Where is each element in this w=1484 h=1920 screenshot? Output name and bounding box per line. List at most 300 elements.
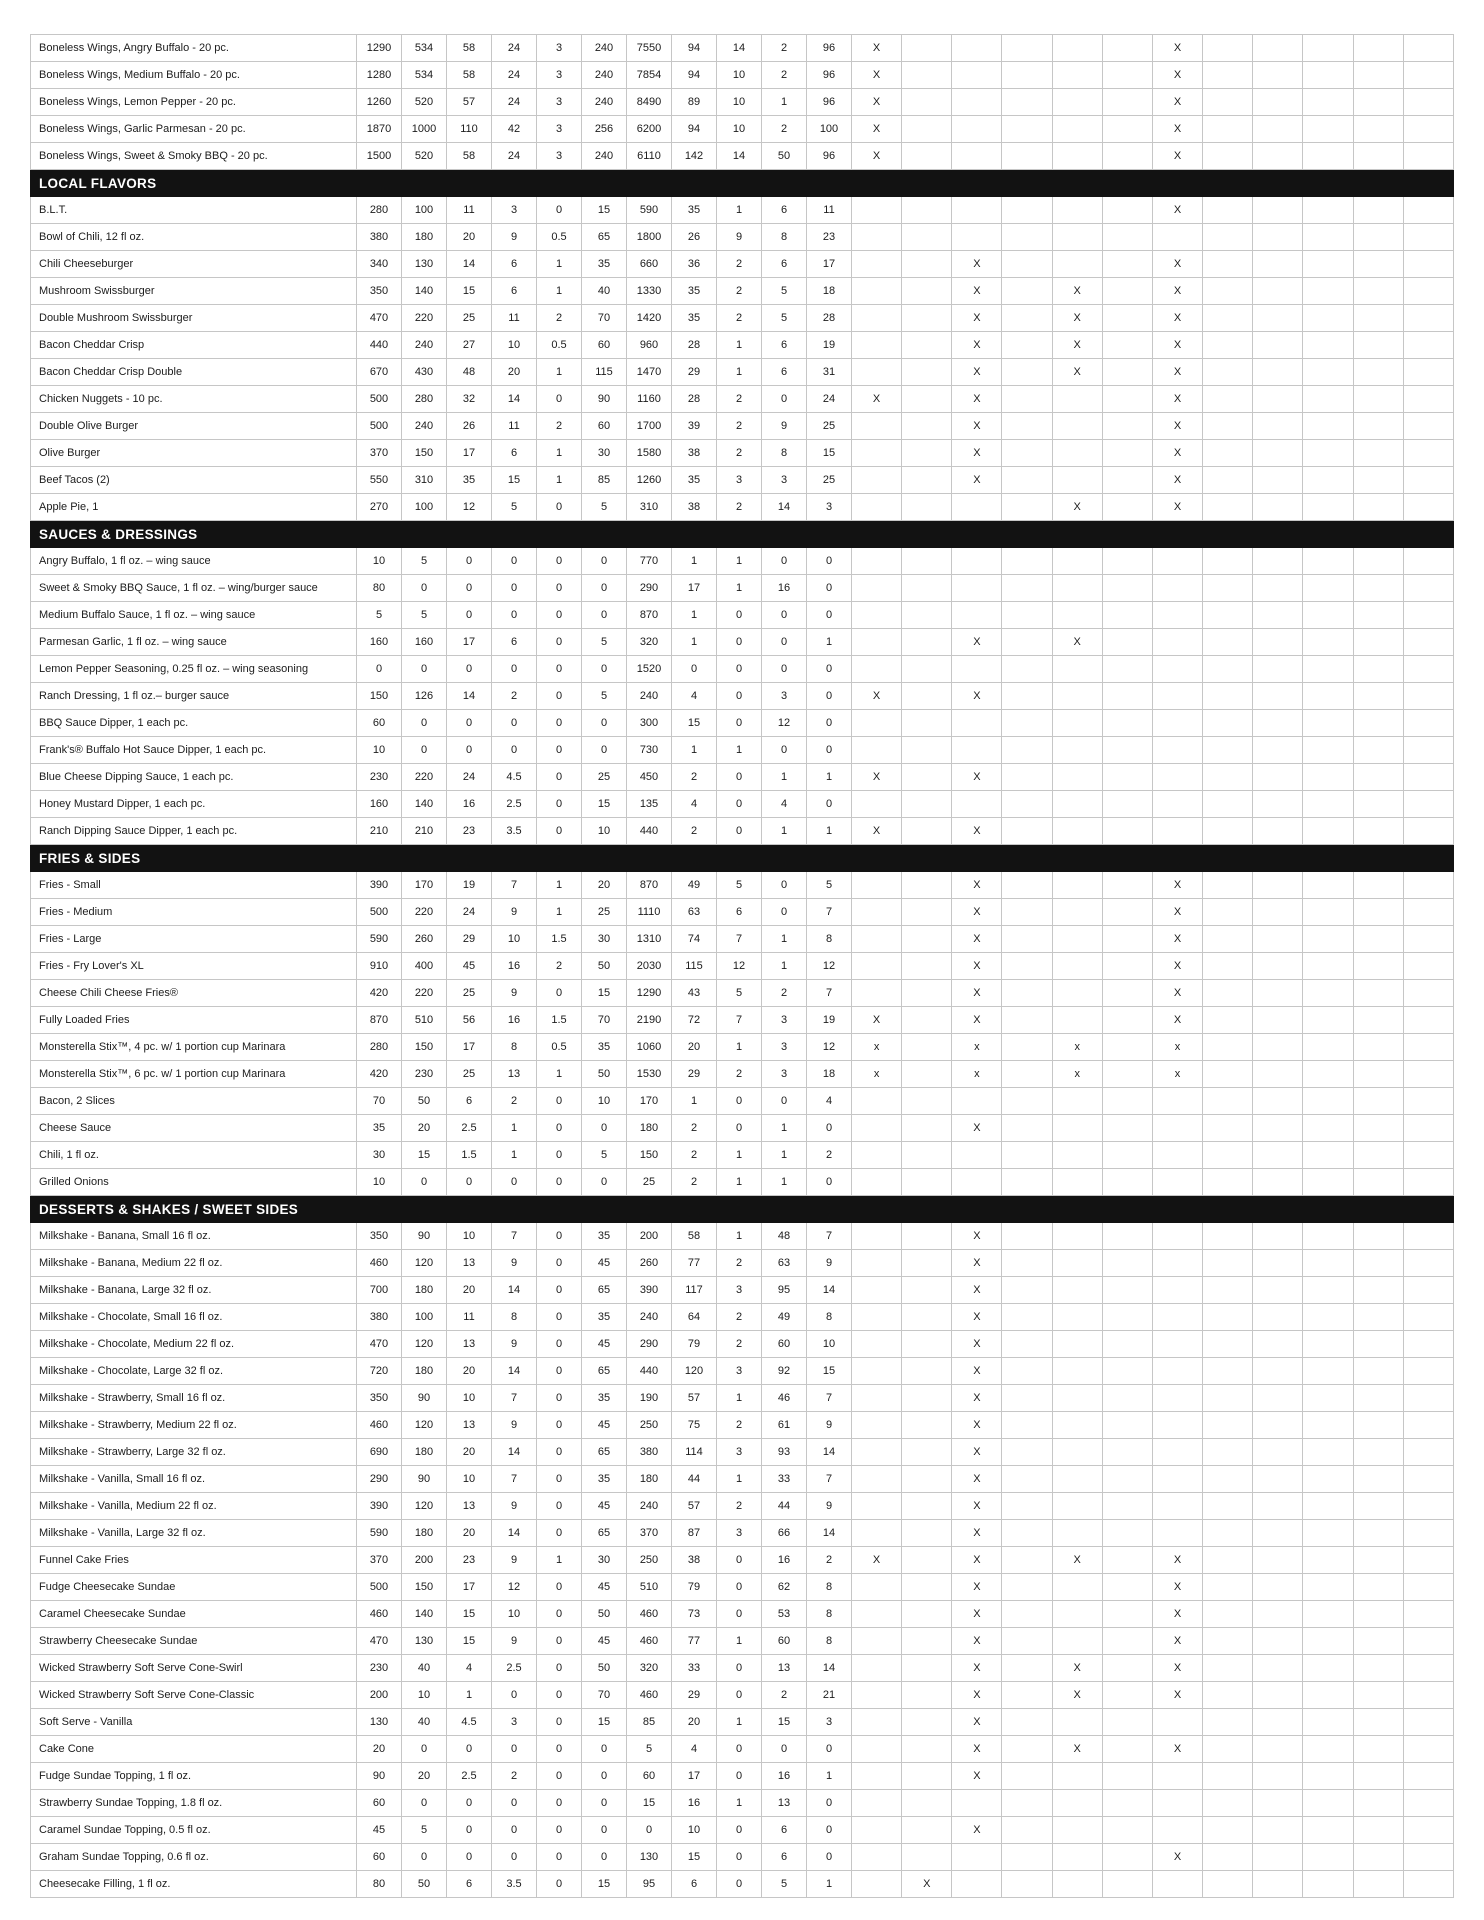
allergen-cell-empty xyxy=(1052,413,1102,440)
nutrition-value: 7 xyxy=(807,1385,852,1412)
nutrition-value: 4.5 xyxy=(492,764,537,791)
nutrition-value: 5 xyxy=(402,1817,447,1844)
nutrition-value: 770 xyxy=(627,548,672,575)
nutrition-value: 0 xyxy=(537,1871,582,1898)
nutrition-value: 85 xyxy=(582,467,627,494)
table-row xyxy=(31,1682,1454,1709)
nutrition-value: 0 xyxy=(537,1412,582,1439)
nutrition-value: 1 xyxy=(672,548,717,575)
allergen-mark: X xyxy=(952,1250,1002,1277)
nutrition-value: 200 xyxy=(402,1547,447,1574)
allergen-cell-empty xyxy=(1203,1304,1253,1331)
allergen-cell-empty xyxy=(1203,1385,1253,1412)
nutrition-value: 1 xyxy=(807,1763,852,1790)
allergen-cell-empty xyxy=(1102,116,1152,143)
nutrition-value: 0 xyxy=(582,602,627,629)
allergen-cell-empty xyxy=(852,1250,902,1277)
nutrition-value: 230 xyxy=(402,1061,447,1088)
item-name: Milkshake - Strawberry, Large 32 fl oz. xyxy=(31,1439,357,1466)
nutrition-value: 130 xyxy=(402,1628,447,1655)
nutrition-value: 590 xyxy=(627,197,672,224)
nutrition-value: 19 xyxy=(447,872,492,899)
allergen-mark: x xyxy=(852,1061,902,1088)
allergen-cell-empty xyxy=(852,224,902,251)
nutrition-value: 0 xyxy=(807,1169,852,1196)
nutrition-value: 9 xyxy=(492,1628,537,1655)
nutrition-value: 50 xyxy=(402,1088,447,1115)
nutrition-value: 48 xyxy=(447,359,492,386)
nutrition-value: 370 xyxy=(357,1547,402,1574)
nutrition-value: 290 xyxy=(627,1331,672,1358)
nutrition-value: 24 xyxy=(492,62,537,89)
allergen-cell-empty xyxy=(902,278,952,305)
allergen-mark: X xyxy=(1052,494,1102,521)
nutrition-value: 2 xyxy=(762,116,807,143)
allergen-cell-empty xyxy=(1002,197,1052,224)
allergen-mark: X xyxy=(952,1682,1002,1709)
allergen-cell-empty xyxy=(1303,467,1353,494)
nutrition-value: 1 xyxy=(717,548,762,575)
table-row xyxy=(31,656,1454,683)
allergen-cell-empty xyxy=(902,602,952,629)
nutrition-value: 0 xyxy=(492,602,537,629)
nutrition-value: 0 xyxy=(447,1844,492,1871)
item-name: Milkshake - Vanilla, Small 16 fl oz. xyxy=(31,1466,357,1493)
allergen-cell-empty xyxy=(1253,1628,1303,1655)
nutrition-value: 3 xyxy=(537,89,582,116)
nutrition-value: 520 xyxy=(402,143,447,170)
allergen-cell-empty xyxy=(1002,683,1052,710)
allergen-cell-empty xyxy=(1152,1115,1202,1142)
allergen-cell-empty xyxy=(902,1358,952,1385)
allergen-mark: X xyxy=(952,683,1002,710)
nutrition-value: 0 xyxy=(537,1817,582,1844)
nutrition-value: 35 xyxy=(582,251,627,278)
nutrition-table xyxy=(30,34,1454,1898)
nutrition-value: 1 xyxy=(537,278,582,305)
nutrition-value: 6 xyxy=(447,1871,492,1898)
allergen-cell-empty xyxy=(1102,1871,1152,1898)
allergen-cell-empty xyxy=(1303,926,1353,953)
nutrition-value: 50 xyxy=(582,1655,627,1682)
allergen-mark: X xyxy=(1052,332,1102,359)
nutrition-value: 1 xyxy=(492,1142,537,1169)
allergen-cell-empty xyxy=(1303,1439,1353,1466)
nutrition-value: 4 xyxy=(672,683,717,710)
allergen-mark: X xyxy=(1152,467,1202,494)
nutrition-value: 0 xyxy=(537,1628,582,1655)
allergen-cell-empty xyxy=(1203,278,1253,305)
allergen-cell-empty xyxy=(1253,89,1303,116)
nutrition-value: 15 xyxy=(582,791,627,818)
nutrition-value: 150 xyxy=(402,1034,447,1061)
allergen-cell-empty xyxy=(1002,1655,1052,1682)
nutrition-value: 1 xyxy=(717,1466,762,1493)
nutrition-value: 9 xyxy=(492,980,537,1007)
nutrition-value: 0 xyxy=(717,1682,762,1709)
allergen-mark: X xyxy=(952,1601,1002,1628)
nutrition-value: 38 xyxy=(672,440,717,467)
nutrition-value: 0 xyxy=(492,737,537,764)
item-name: Milkshake - Banana, Large 32 fl oz. xyxy=(31,1277,357,1304)
allergen-cell-empty xyxy=(1253,143,1303,170)
allergen-cell-empty xyxy=(1203,35,1253,62)
nutrition-value: 96 xyxy=(807,89,852,116)
allergen-cell-empty xyxy=(852,197,902,224)
nutrition-value: 534 xyxy=(402,35,447,62)
nutrition-value: 16 xyxy=(672,1790,717,1817)
table-row xyxy=(31,764,1454,791)
nutrition-value: 0 xyxy=(537,1520,582,1547)
nutrition-value: 2 xyxy=(717,440,762,467)
allergen-cell-empty xyxy=(1403,1601,1453,1628)
allergen-cell-empty xyxy=(1403,440,1453,467)
allergen-cell-empty xyxy=(1203,1142,1253,1169)
allergen-cell-empty xyxy=(902,413,952,440)
nutrition-value: 2 xyxy=(717,1304,762,1331)
allergen-cell-empty xyxy=(1303,1358,1353,1385)
nutrition-value: 390 xyxy=(627,1277,672,1304)
allergen-cell-empty xyxy=(852,1331,902,1358)
allergen-cell-empty xyxy=(1303,1007,1353,1034)
nutrition-value: 14 xyxy=(717,35,762,62)
allergen-cell-empty xyxy=(1403,1574,1453,1601)
allergen-cell-empty xyxy=(1203,1493,1253,1520)
allergen-cell-empty xyxy=(1253,413,1303,440)
allergen-cell-empty xyxy=(1002,1223,1052,1250)
nutrition-value: 15 xyxy=(807,1358,852,1385)
item-name: Chicken Nuggets - 10 pc. xyxy=(31,386,357,413)
allergen-cell-empty xyxy=(1102,1385,1152,1412)
nutrition-value: 0 xyxy=(717,1088,762,1115)
allergen-cell-empty xyxy=(1203,1790,1253,1817)
nutrition-value: 11 xyxy=(492,305,537,332)
allergen-cell-empty xyxy=(1403,1412,1453,1439)
nutrition-value: 15 xyxy=(447,278,492,305)
table-row xyxy=(31,791,1454,818)
allergen-cell-empty xyxy=(1152,737,1202,764)
nutrition-value: 2 xyxy=(492,683,537,710)
allergen-cell-empty xyxy=(1102,89,1152,116)
nutrition-value: 35 xyxy=(582,1385,627,1412)
allergen-cell-empty xyxy=(1002,116,1052,143)
nutrition-value: 20 xyxy=(447,1520,492,1547)
allergen-mark: X xyxy=(1152,143,1202,170)
nutrition-value: 20 xyxy=(672,1034,717,1061)
nutrition-value: 58 xyxy=(672,1223,717,1250)
allergen-cell-empty xyxy=(1253,602,1303,629)
nutrition-value: 2 xyxy=(717,1331,762,1358)
allergen-cell-empty xyxy=(1002,1169,1052,1196)
allergen-cell-empty xyxy=(1353,1790,1403,1817)
allergen-cell-empty xyxy=(852,1736,902,1763)
nutrition-value: 0 xyxy=(537,1169,582,1196)
nutrition-value: 45 xyxy=(582,1574,627,1601)
nutrition-value: 1870 xyxy=(357,116,402,143)
nutrition-value: 30 xyxy=(357,1142,402,1169)
allergen-cell-empty xyxy=(1203,224,1253,251)
nutrition-value: 13 xyxy=(762,1790,807,1817)
nutrition-value: 0 xyxy=(492,1790,537,1817)
section-header-label: SAUCES & DRESSINGS xyxy=(31,521,1454,548)
allergen-cell-empty xyxy=(902,791,952,818)
allergen-cell-empty xyxy=(1102,629,1152,656)
section-header-row xyxy=(31,521,1454,548)
nutrition-value: 0 xyxy=(537,1115,582,1142)
nutrition-value: 1 xyxy=(717,1034,762,1061)
allergen-cell-empty xyxy=(1152,1790,1202,1817)
nutrition-value: 0.5 xyxy=(537,1034,582,1061)
nutrition-value: 25 xyxy=(627,1169,672,1196)
allergen-cell-empty xyxy=(1303,440,1353,467)
nutrition-value: 12 xyxy=(492,1574,537,1601)
allergen-cell-empty xyxy=(1203,1844,1253,1871)
allergen-cell-empty xyxy=(902,359,952,386)
nutrition-value: 74 xyxy=(672,926,717,953)
allergen-mark: X xyxy=(1152,278,1202,305)
allergen-cell-empty xyxy=(1152,1088,1202,1115)
allergen-mark: X xyxy=(852,683,902,710)
nutrition-value: 11 xyxy=(807,197,852,224)
nutrition-value: 290 xyxy=(627,575,672,602)
nutrition-value: 60 xyxy=(627,1763,672,1790)
allergen-cell-empty xyxy=(1002,224,1052,251)
allergen-cell-empty xyxy=(952,791,1002,818)
nutrition-value: 550 xyxy=(357,467,402,494)
item-name: Milkshake - Chocolate, Large 32 fl oz. xyxy=(31,1358,357,1385)
nutrition-value: 16 xyxy=(762,1763,807,1790)
item-name: Sweet & Smoky BBQ Sauce, 1 fl oz. – wing/burger sauce xyxy=(31,575,357,602)
allergen-cell-empty xyxy=(952,1169,1002,1196)
allergen-cell-empty xyxy=(1102,953,1152,980)
nutrition-value: 0 xyxy=(537,764,582,791)
table-row xyxy=(31,116,1454,143)
allergen-cell-empty xyxy=(1152,1493,1202,1520)
nutrition-value: 0 xyxy=(537,1385,582,1412)
allergen-cell-empty xyxy=(1303,278,1353,305)
allergen-cell-empty xyxy=(952,575,1002,602)
allergen-mark: X xyxy=(952,440,1002,467)
allergen-cell-empty xyxy=(902,494,952,521)
nutrition-value: 6 xyxy=(492,251,537,278)
nutrition-value: 20 xyxy=(672,1709,717,1736)
allergen-cell-empty xyxy=(1002,791,1052,818)
nutrition-value: 6 xyxy=(672,1871,717,1898)
nutrition-value: 100 xyxy=(807,116,852,143)
nutrition-value: 1 xyxy=(672,737,717,764)
item-name: Milkshake - Chocolate, Small 16 fl oz. xyxy=(31,1304,357,1331)
allergen-mark: X xyxy=(1152,251,1202,278)
nutrition-value: 1110 xyxy=(627,899,672,926)
allergen-cell-empty xyxy=(1152,1304,1202,1331)
nutrition-value: 65 xyxy=(582,1277,627,1304)
allergen-cell-empty xyxy=(1203,1250,1253,1277)
allergen-cell-empty xyxy=(1253,764,1303,791)
allergen-cell-empty xyxy=(1102,656,1152,683)
table-row xyxy=(31,1547,1454,1574)
nutrition-value: 65 xyxy=(582,1358,627,1385)
nutrition-value: 13 xyxy=(762,1655,807,1682)
allergen-cell-empty xyxy=(852,413,902,440)
item-name: Frank's® Buffalo Hot Sauce Dipper, 1 each pc. xyxy=(31,737,357,764)
allergen-cell-empty xyxy=(1353,1574,1403,1601)
allergen-cell-empty xyxy=(1403,224,1453,251)
allergen-cell-empty xyxy=(852,1790,902,1817)
nutrition-value: 14 xyxy=(492,1277,537,1304)
allergen-cell-empty xyxy=(902,62,952,89)
allergen-cell-empty xyxy=(852,926,902,953)
allergen-cell-empty xyxy=(1303,791,1353,818)
nutrition-value: 1 xyxy=(537,899,582,926)
allergen-cell-empty xyxy=(1152,629,1202,656)
allergen-cell-empty xyxy=(1002,1331,1052,1358)
item-name: BBQ Sauce Dipper, 1 each pc. xyxy=(31,710,357,737)
nutrition-value: 2 xyxy=(717,1061,762,1088)
nutrition-value: 2 xyxy=(537,953,582,980)
nutrition-value: 35 xyxy=(582,1466,627,1493)
item-name: Wicked Strawberry Soft Serve Cone-Swirl xyxy=(31,1655,357,1682)
nutrition-value: 240 xyxy=(582,143,627,170)
allergen-mark: X xyxy=(952,872,1002,899)
nutrition-value: 0 xyxy=(402,656,447,683)
nutrition-value: 5 xyxy=(762,1871,807,1898)
item-name: Double Mushroom Swissburger xyxy=(31,305,357,332)
nutrition-value: 87 xyxy=(672,1520,717,1547)
allergen-cell-empty xyxy=(1002,1817,1052,1844)
nutrition-value: 420 xyxy=(357,1061,402,1088)
allergen-mark: X xyxy=(1152,953,1202,980)
nutrition-value: 9 xyxy=(807,1250,852,1277)
nutrition-value: 35 xyxy=(582,1034,627,1061)
allergen-cell-empty xyxy=(952,62,1002,89)
allergen-cell-empty xyxy=(902,116,952,143)
allergen-cell-empty xyxy=(1102,1736,1152,1763)
nutrition-value: 1700 xyxy=(627,413,672,440)
nutrition-value: 25 xyxy=(582,764,627,791)
nutrition-value: 1 xyxy=(762,818,807,845)
allergen-cell-empty xyxy=(1403,872,1453,899)
allergen-cell-empty xyxy=(1102,197,1152,224)
allergen-cell-empty xyxy=(1203,1817,1253,1844)
nutrition-value: 90 xyxy=(582,386,627,413)
allergen-cell-empty xyxy=(1353,1304,1403,1331)
item-name: Boneless Wings, Sweet & Smoky BBQ - 20 pc. xyxy=(31,143,357,170)
allergen-mark: X xyxy=(952,386,1002,413)
allergen-cell-empty xyxy=(1102,1682,1152,1709)
allergen-cell-empty xyxy=(1253,1034,1303,1061)
nutrition-value: 16 xyxy=(447,791,492,818)
nutrition-value: 0 xyxy=(537,1277,582,1304)
allergen-cell-empty xyxy=(1052,953,1102,980)
allergen-cell-empty xyxy=(1303,305,1353,332)
nutrition-value: 10 xyxy=(357,548,402,575)
allergen-cell-empty xyxy=(1253,332,1303,359)
nutrition-value: 29 xyxy=(447,926,492,953)
nutrition-value: 180 xyxy=(402,224,447,251)
table-row xyxy=(31,467,1454,494)
allergen-mark: X xyxy=(852,1547,902,1574)
allergen-cell-empty xyxy=(1102,1763,1152,1790)
allergen-cell-empty xyxy=(1353,359,1403,386)
allergen-cell-empty xyxy=(1303,575,1353,602)
nutrition-value: 0.5 xyxy=(537,332,582,359)
nutrition-value: 5 xyxy=(717,980,762,1007)
nutrition-value: 7854 xyxy=(627,62,672,89)
nutrition-value: 320 xyxy=(627,629,672,656)
nutrition-value: 45 xyxy=(582,1412,627,1439)
allergen-cell-empty xyxy=(902,1088,952,1115)
allergen-cell-empty xyxy=(1203,1466,1253,1493)
nutrition-value: 33 xyxy=(672,1655,717,1682)
nutrition-value: 40 xyxy=(402,1709,447,1736)
allergen-cell-empty xyxy=(1102,899,1152,926)
allergen-cell-empty xyxy=(1002,818,1052,845)
allergen-cell-empty xyxy=(1002,359,1052,386)
nutrition-value: 15 xyxy=(402,1142,447,1169)
allergen-cell-empty xyxy=(1253,1547,1303,1574)
nutrition-value: 40 xyxy=(582,278,627,305)
allergen-cell-empty xyxy=(1102,1493,1152,1520)
allergen-cell-empty xyxy=(1052,764,1102,791)
nutrition-value: 350 xyxy=(357,278,402,305)
nutrition-value: 65 xyxy=(582,1520,627,1547)
allergen-cell-empty xyxy=(1203,791,1253,818)
nutrition-value: 6 xyxy=(447,1088,492,1115)
table-row xyxy=(31,89,1454,116)
nutrition-value: 3 xyxy=(807,494,852,521)
nutrition-value: 9 xyxy=(492,1493,537,1520)
allergen-cell-empty xyxy=(952,548,1002,575)
allergen-cell-empty xyxy=(1203,1601,1253,1628)
nutrition-value: 14 xyxy=(492,386,537,413)
nutrition-value: 230 xyxy=(357,1655,402,1682)
nutrition-value: 0 xyxy=(492,1682,537,1709)
allergen-cell-empty xyxy=(952,1871,1002,1898)
nutrition-value: 35 xyxy=(672,305,717,332)
nutrition-value: 240 xyxy=(627,683,672,710)
allergen-cell-empty xyxy=(1102,359,1152,386)
nutrition-value: 25 xyxy=(807,413,852,440)
nutrition-value: 0 xyxy=(447,1736,492,1763)
allergen-cell-empty xyxy=(1052,386,1102,413)
allergen-cell-empty xyxy=(1353,1520,1403,1547)
nutrition-value: 3 xyxy=(492,1709,537,1736)
allergen-cell-empty xyxy=(1102,1250,1152,1277)
allergen-cell-empty xyxy=(1303,1736,1353,1763)
table-row xyxy=(31,332,1454,359)
nutrition-value: 220 xyxy=(402,980,447,1007)
nutrition-value: 5 xyxy=(582,683,627,710)
allergen-cell-empty xyxy=(852,1709,902,1736)
nutrition-value: 12 xyxy=(762,710,807,737)
nutrition-value: 0 xyxy=(807,1736,852,1763)
nutrition-value: 94 xyxy=(672,62,717,89)
nutrition-value: 10 xyxy=(447,1223,492,1250)
allergen-cell-empty xyxy=(902,1628,952,1655)
allergen-mark: X xyxy=(852,35,902,62)
allergen-cell-empty xyxy=(1253,251,1303,278)
nutrition-value: 15 xyxy=(447,1628,492,1655)
nutrition-value: 9 xyxy=(807,1493,852,1520)
allergen-cell-empty xyxy=(1102,791,1152,818)
allergen-cell-empty xyxy=(1303,899,1353,926)
nutrition-value: 390 xyxy=(357,1493,402,1520)
allergen-cell-empty xyxy=(1203,899,1253,926)
allergen-cell-empty xyxy=(1052,1844,1102,1871)
nutrition-value: 0 xyxy=(807,791,852,818)
allergen-mark: X xyxy=(952,251,1002,278)
allergen-cell-empty xyxy=(1052,548,1102,575)
